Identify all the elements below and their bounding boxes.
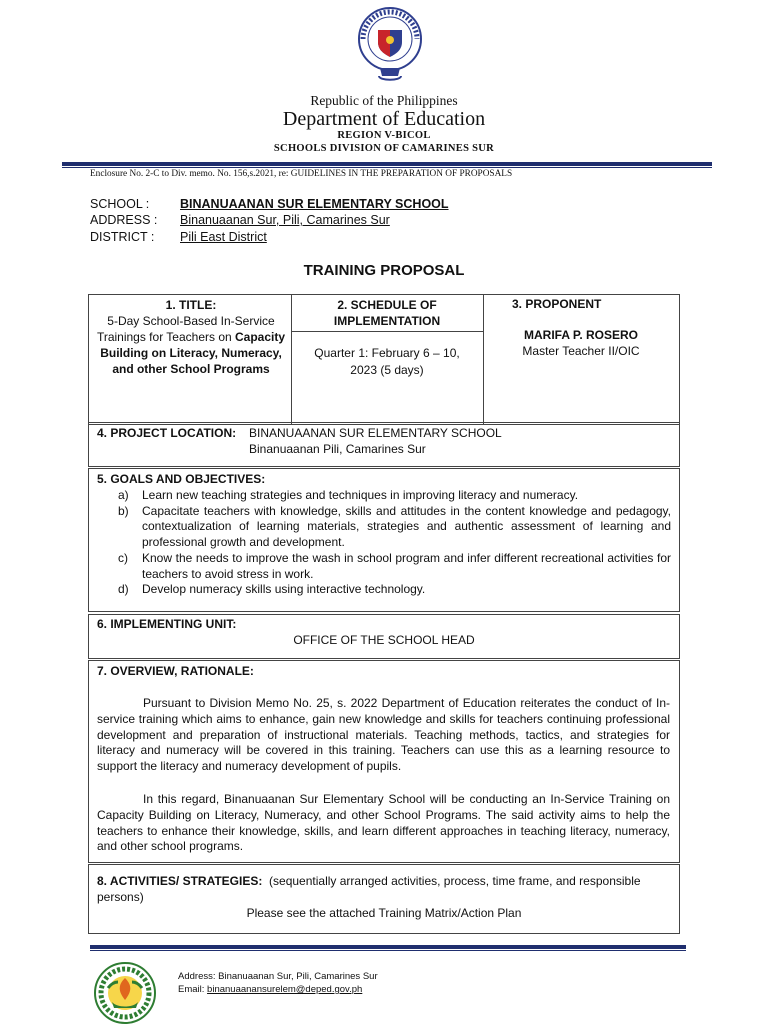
footer-divider <box>90 945 686 949</box>
department-name: Department of Education <box>282 108 486 130</box>
header-divider <box>62 162 712 166</box>
school-row <box>90 197 449 211</box>
proponent-heading: 3. PROPONENT <box>512 297 602 311</box>
goal-text: Capacitate teachers with knowledge, skills and attitudes in the content knowledge and pedagogy, contextualization of learning materials, strategies and authentic assessment of learning and professional growth and development. <box>142 503 671 550</box>
deped-seal-icon <box>357 6 423 90</box>
goal-text: Know the needs to improve the wash in school program and infer different recreational activities for teachers to avoid stress in work. <box>142 550 671 581</box>
goal-marker: d) <box>118 582 129 597</box>
region-line: REGION V-BICOL <box>337 130 431 141</box>
schedule-value-line1: Quarter 1: February 6 – 10, <box>314 346 460 360</box>
title-heading: 1. TITLE: <box>165 298 217 312</box>
overview-heading: 7. OVERVIEW, RATIONALE: <box>97 664 254 678</box>
title-text-plain: 5-Day School-Based In-Service Trainings for Teachers on <box>96 314 275 344</box>
footer-email-label: Email: <box>178 984 208 995</box>
overview-paragraph-1: Pursuant to Division Memo No. 25, s. 2022 Department of Education reiterates the conduct of In-service training which aims to enhance, gain new knowledge and skills for teachers continuing professional development and preparation of instructional materials. Teaching methods, tactics, and strategies for literacy and numeracy will be covered in this training. Teachers can use this as a learning resource to support the literacy and numeracy development of pupils. <box>97 696 670 774</box>
activities-heading: 8. ACTIVITIES/ STRATEGIES: <box>97 874 263 888</box>
implementing-unit-value: OFFICE OF THE SCHOOL HEAD <box>293 633 475 647</box>
list-item <box>118 488 671 504</box>
schedule-heading-line1: 2. SCHEDULE OF <box>337 298 437 312</box>
title-cell <box>96 297 286 377</box>
title-text <box>96 313 286 377</box>
goals-list <box>118 488 671 598</box>
title-text-bold: Capacity Building on Literacy, Numeracy, and other School Programs <box>100 330 286 376</box>
schedule-value <box>294 345 480 379</box>
list-item <box>118 582 671 598</box>
goal-marker: a) <box>118 488 129 502</box>
proponent-name: MARIFA P. ROSERO <box>523 328 639 342</box>
column-divider <box>291 294 292 425</box>
schedule-heading <box>294 297 480 329</box>
schedule-heading-line2: IMPLEMENTATION <box>333 314 441 328</box>
address-row <box>90 213 390 227</box>
district-value: Pili East District <box>180 230 267 244</box>
activities-note: (sequentially arranged activities, process, time frame, and responsible persons) <box>97 874 641 904</box>
implementing-unit-heading: 6. IMPLEMENTING UNIT: <box>97 617 237 631</box>
schedule-divider <box>291 331 483 332</box>
location-heading: 4. PROJECT LOCATION: <box>97 426 237 440</box>
goal-marker: b) <box>118 503 129 518</box>
proponent-position: Master Teacher II/OIC <box>522 344 640 358</box>
goal-marker: c) <box>118 550 128 565</box>
activities-heading-row <box>97 873 670 905</box>
school-label: SCHOOL : <box>90 197 150 211</box>
republic-line: Republic of the Philippines <box>310 93 458 108</box>
footer-address: Address: Binanuaanan Sur, Pili, Camarines Sur <box>178 971 378 982</box>
school-logo-icon <box>92 962 158 1024</box>
enclosure-note: Enclosure No. 2-C to Div. memo. No. 156,s.2021, re: GUIDELINES IN THE PREPARATION OF PROPOSALS <box>90 169 513 179</box>
document-title: TRAINING PROPOSAL <box>303 262 465 279</box>
goals-heading: 5. GOALS AND OBJECTIVES: <box>97 472 266 486</box>
footer-email-row <box>178 984 362 995</box>
school-value: BINANUAANAN SUR ELEMENTARY SCHOOL <box>180 197 449 211</box>
column-divider <box>483 294 484 425</box>
location-name: BINANUAANAN SUR ELEMENTARY SCHOOL <box>249 426 502 440</box>
schedule-value-line2: 2023 (5 days) <box>350 363 424 377</box>
address-label: ADDRESS : <box>90 213 158 227</box>
location-address: Binanuaanan Pili, Camarines Sur <box>249 442 426 456</box>
footer-divider-thin <box>90 950 686 951</box>
goal-text: Develop numeracy skills using interactive technology. <box>142 582 426 597</box>
division-line: SCHOOLS DIVISION OF CAMARINES SUR <box>273 143 495 154</box>
address-value: Binanuaanan Sur, Pili, Camarines Sur <box>180 213 390 227</box>
list-item <box>118 504 671 551</box>
overview-paragraph-2: In this regard, Binanuaanan Sur Elementary School will be conducting an In-Service Training on Capacity Building on Literacy, Numeracy, and other School Programs. The said activity aims to help the teachers to enhance their knowledge, skills, and learn different approaches in teaching literacy, numeracy, and other school programs. <box>97 792 670 854</box>
activities-value: Please see the attached Training Matrix/Action Plan <box>246 906 522 920</box>
goal-text: Learn new teaching strategies and techniques in improving literacy and numeracy. <box>142 488 579 502</box>
header-divider-thin <box>62 167 712 168</box>
district-row <box>90 230 267 244</box>
footer-email-link[interactable]: binanuaanansurelem@deped.gov.ph <box>207 984 363 995</box>
district-label: DISTRICT : <box>90 230 155 244</box>
list-item <box>118 551 671 582</box>
